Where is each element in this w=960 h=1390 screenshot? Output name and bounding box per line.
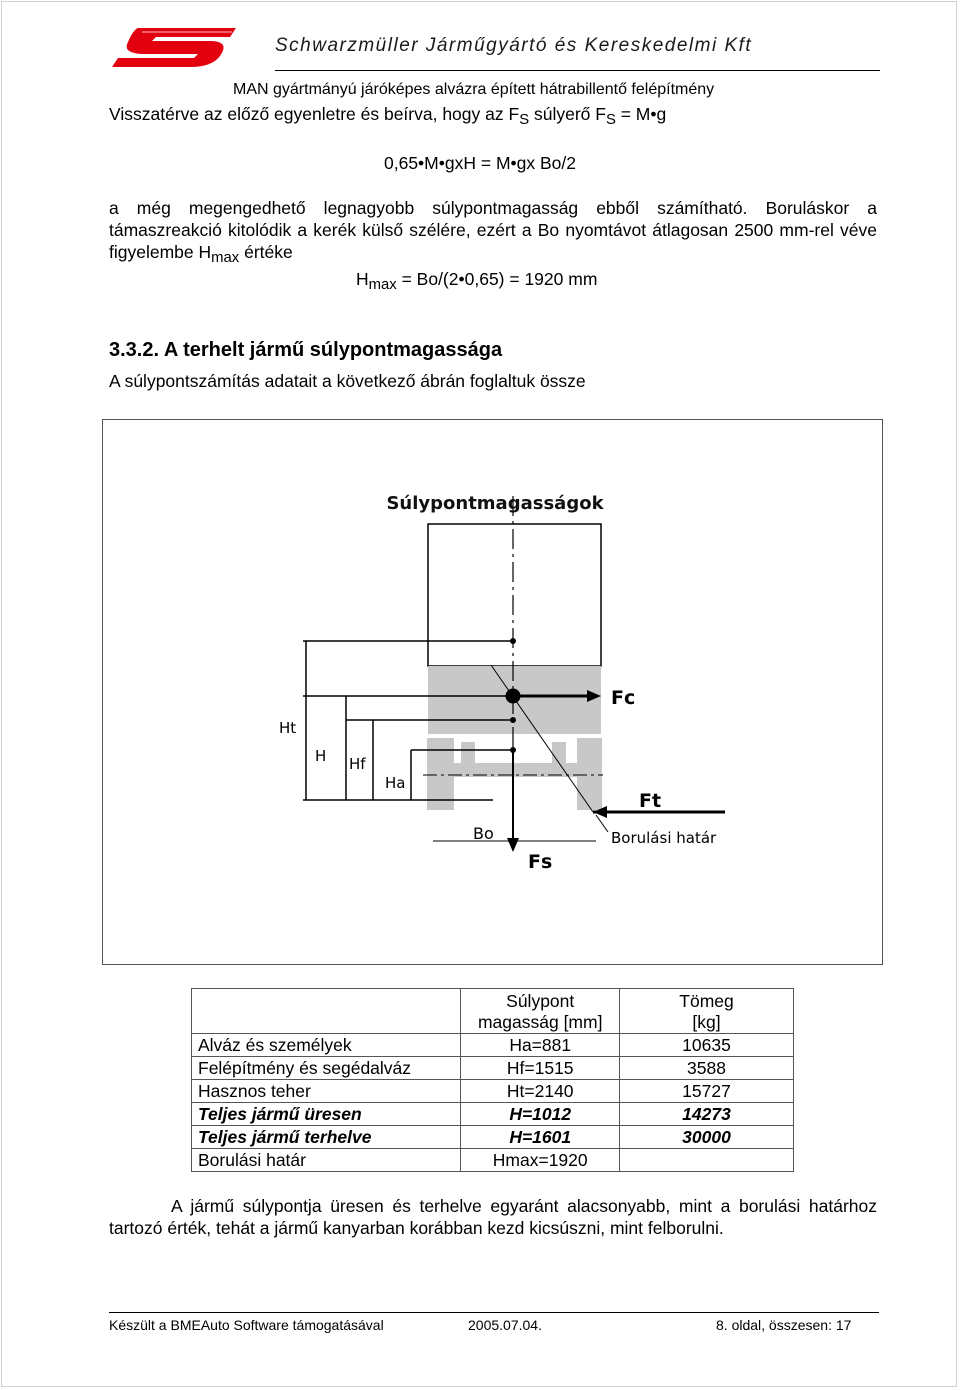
section-lead: A súlypontszámítás adatait a következő ábrán foglaltuk össze xyxy=(109,371,586,391)
footer-page-number: 8. oldal, összesen: 17 xyxy=(716,1317,852,1333)
label-bo: Bo xyxy=(473,824,494,843)
label-fs: Fs xyxy=(528,851,553,873)
table-row xyxy=(192,1126,794,1149)
table-header-row xyxy=(192,989,794,1034)
row-label: Felépítmény és segédalváz xyxy=(192,1057,461,1080)
label-fc: Fc xyxy=(611,687,636,709)
equation-1: 0,65•M•gxH = M•gx Bo/2 xyxy=(384,153,577,173)
fs-arrowhead xyxy=(507,838,519,852)
header-height-line2: magasság [mm] xyxy=(477,1012,603,1032)
intro-text-a: Visszatérve az előző egyenletre és beírva, hogy az F xyxy=(109,104,520,124)
intro-sub-a: S xyxy=(519,112,530,129)
header-mass-line2: [kg] xyxy=(692,1012,721,1032)
row-height: H=1012 xyxy=(461,1103,620,1126)
label-hf: Hf xyxy=(349,755,366,773)
table-row xyxy=(192,1080,794,1103)
intro-sub-b: S xyxy=(605,112,616,129)
document-subtitle: MAN gyártmányú járóképes alvázra épített hátrabillentő felépítmény xyxy=(233,81,715,98)
intro-line xyxy=(109,104,667,129)
row-height: Hmax=1920 xyxy=(461,1149,620,1172)
row-mass xyxy=(620,1149,794,1172)
table-header-mass xyxy=(620,989,794,1034)
table-header-empty xyxy=(192,989,461,1034)
equation-2-h: H xyxy=(356,269,369,289)
paragraph-hmax-text: a még megengedhető legnagyobb súlypontmagasság ebből számítható. Boruláskor a támaszreakció kitolódik a kerék külső szélére, ezért a Bo nyomtávot átlagosan 2500 mm-rel véve figyelembe H xyxy=(109,198,877,262)
footer-date: 2005.07.04. xyxy=(468,1317,542,1333)
intro-text-c: = M•g xyxy=(615,104,667,124)
label-ht: Ht xyxy=(279,719,297,737)
row-label: Hasznos teher xyxy=(192,1080,461,1103)
company-name: Schwarzmüller Járműgyártó és Kereskedelmi Kft xyxy=(275,35,753,56)
table-header-height xyxy=(461,989,620,1034)
row-height: Ht=2140 xyxy=(461,1080,620,1103)
label-ft: Ft xyxy=(639,790,662,812)
equation-2 xyxy=(356,269,598,294)
table-row xyxy=(192,1034,794,1057)
company-logo xyxy=(108,24,240,70)
chassis-left xyxy=(461,742,475,774)
right-wheel xyxy=(577,738,602,810)
header-rule xyxy=(275,70,880,71)
ht-point xyxy=(510,638,516,644)
row-mass: 15727 xyxy=(620,1080,794,1103)
intro-text-b: súlyerő F xyxy=(529,104,606,124)
cargo-box xyxy=(428,524,601,666)
row-mass: 10635 xyxy=(620,1034,794,1057)
header-height-line1: Súlypont xyxy=(506,991,575,1011)
row-mass: 14273 xyxy=(620,1103,794,1126)
paragraph-hmax xyxy=(109,197,877,267)
conclusion-paragraph: A jármű súlypontja üresen és terhelve egyaránt alacsonyabb, mint a borulási határhoz tartozó érték, tehát a jármű kanyarban korábban kezd kicsúszni, mint felborulni. xyxy=(109,1196,877,1238)
equation-2-sub: max xyxy=(368,277,397,294)
table-row xyxy=(192,1103,794,1126)
table-row xyxy=(192,1057,794,1080)
cog-diagram xyxy=(103,420,882,964)
row-height: Ha=881 xyxy=(461,1034,620,1057)
row-mass: 3588 xyxy=(620,1057,794,1080)
header-mass-line1: Tömeg xyxy=(679,991,734,1011)
left-wheel xyxy=(427,738,454,810)
footer-credit: Készült a BMEAuto Software támogatásával xyxy=(109,1317,384,1333)
row-label: Borulási határ xyxy=(192,1149,461,1172)
equation-2-rest: = Bo/(2•0,65) = 1920 mm xyxy=(396,269,598,289)
row-label: Teljes jármű terhelve xyxy=(192,1126,461,1149)
row-label: Teljes jármű üresen xyxy=(192,1103,461,1126)
label-ha: Ha xyxy=(385,774,406,792)
row-height: H=1601 xyxy=(461,1126,620,1149)
label-h: H xyxy=(315,747,327,765)
cog-table xyxy=(191,988,794,1172)
figure-frame xyxy=(102,419,883,965)
hf-point xyxy=(510,717,516,723)
figure-title: Súlypontmagasságok xyxy=(386,493,604,514)
section-heading: 3.3.2. A terhelt jármű súlypontmagassága xyxy=(109,339,503,361)
paragraph-hmax-sub: max xyxy=(211,250,240,267)
row-height: Hf=1515 xyxy=(461,1057,620,1080)
row-label: Alváz és személyek xyxy=(192,1034,461,1057)
row-mass: 30000 xyxy=(620,1126,794,1149)
paragraph-hmax-tail: értéke xyxy=(239,242,293,262)
table-row xyxy=(192,1149,794,1172)
label-borulasi-hatar: Borulási határ xyxy=(611,829,717,847)
footer-rule xyxy=(109,1312,879,1313)
